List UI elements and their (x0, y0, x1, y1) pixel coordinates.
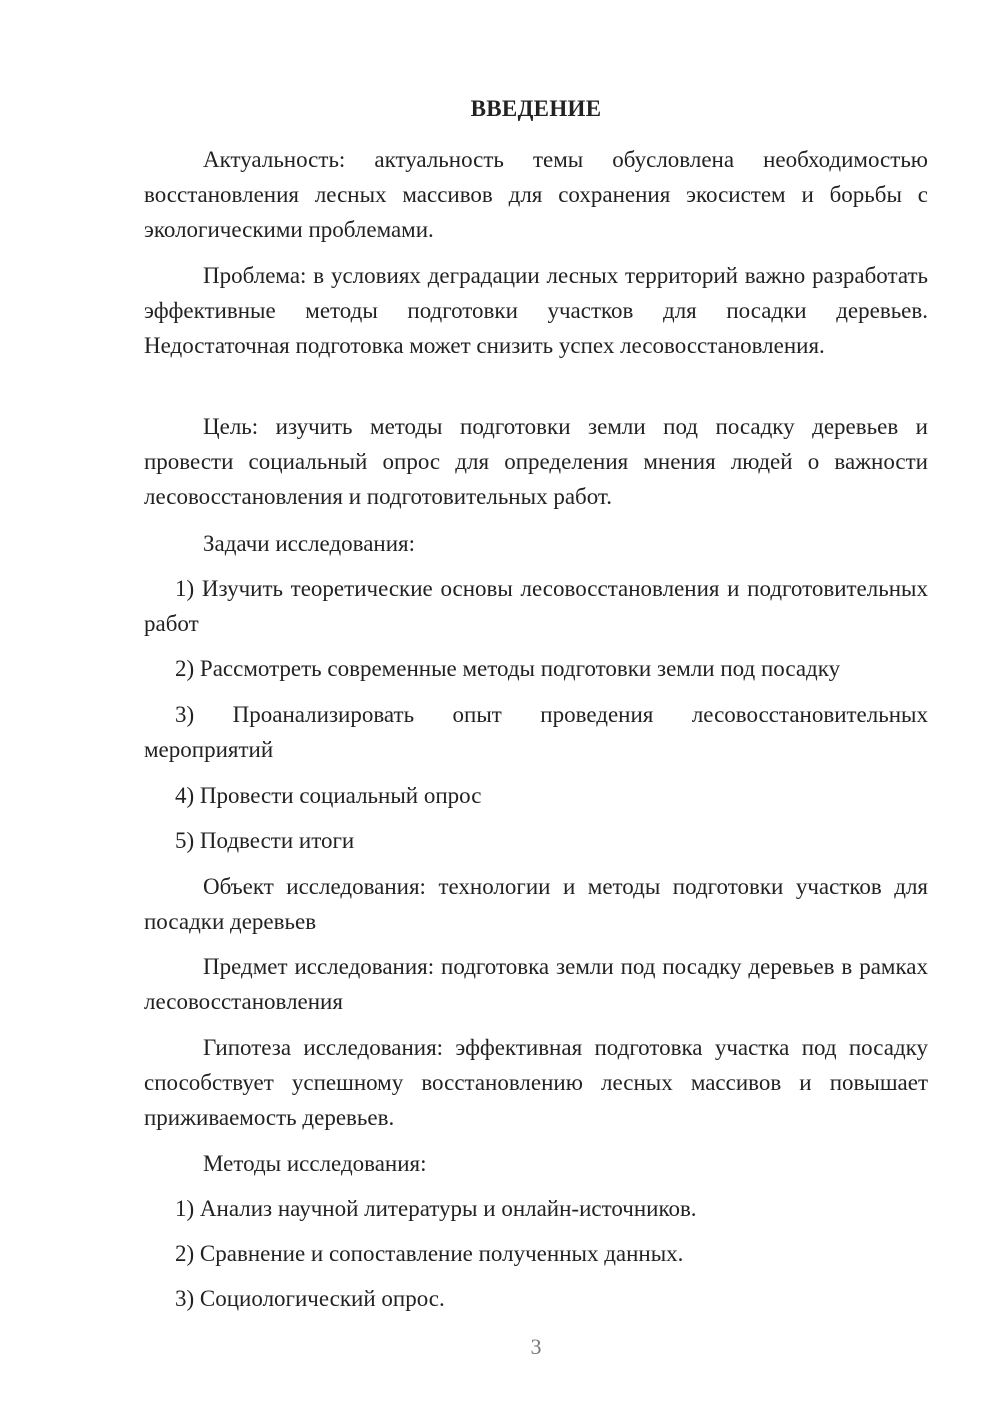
tasks-heading: Задачи исследования: (203, 531, 416, 556)
page-number: 3 (530, 1334, 542, 1359)
task-item: 4) Провести социальный опрос (175, 783, 482, 808)
hypothesis-paragraph: Гипотеза исследования: эффективная подготовка участка под посадку способствует успешному восстановлению лесных массивов и повышает приживаемость деревьев. (144, 1035, 928, 1130)
task-item: 5) Подвести итоги (175, 828, 355, 853)
goal-paragraph: Цель: изучить методы подготовки земли под посадку деревьев и провести социальный опрос для определения мнения людей о важности лесовосстановления и подготовительных работ. (144, 414, 928, 509)
object-paragraph: Объект исследования: технологии и методы подготовки участков для посадки деревьев (144, 874, 928, 934)
method-item: 1) Анализ научной литературы и онлайн-источников. (175, 1196, 697, 1221)
task-item: 1) Изучить теоретические основы лесовосстановления и подготовительных работ (144, 576, 928, 636)
task-item: 3) Проанализировать опыт проведения лесовосстановительных мероприятий (144, 702, 928, 762)
page-title: ВВЕДЕНИЕ (470, 96, 602, 121)
subject-paragraph: Предмет исследования: подготовка земли под посадку деревьев в рамках лесовосстановления (144, 954, 928, 1014)
method-item: 2) Сравнение и сопоставление полученных данных. (175, 1241, 684, 1266)
method-item: 3) Социологический опрос. (175, 1286, 445, 1311)
problem-paragraph: Проблема: в условиях деградации лесных территорий важно разработать эффективные методы подготовки участков для посадки деревьев. Недостаточная подготовка может снизить успех лесовосстановления. (144, 263, 928, 358)
relevance-paragraph: Актуальность: актуальность темы обусловлена необходимостью восстановления лесных массивов для сохранения экосистем и борьбы с экологическими проблемами. (144, 147, 928, 242)
task-item: 2) Рассмотреть современные методы подготовки земли под посадку (175, 656, 841, 681)
methods-heading: Методы исследования: (203, 1151, 427, 1176)
